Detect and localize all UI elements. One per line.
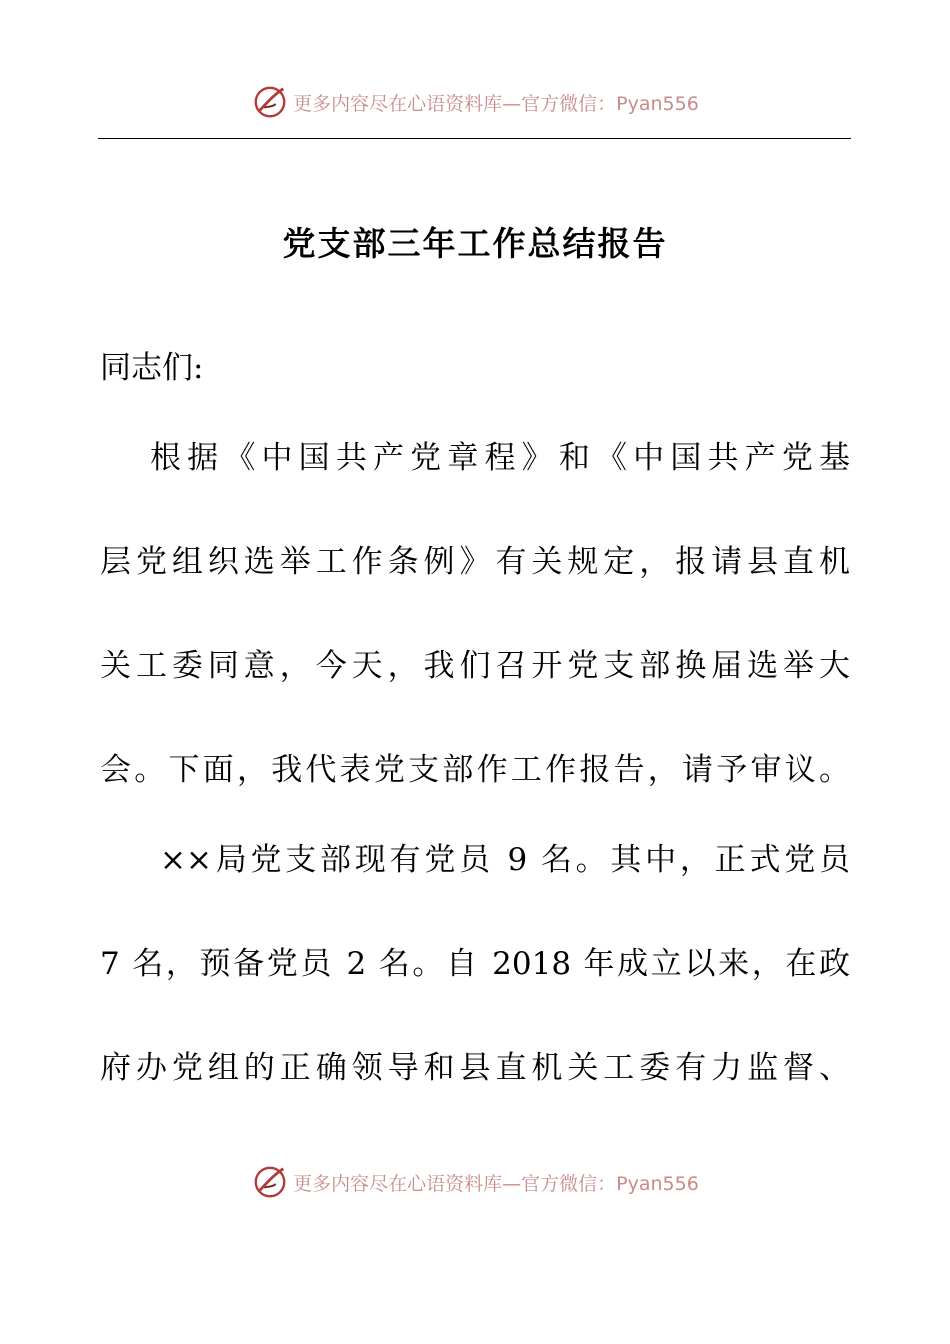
salutation: 同志们: xyxy=(100,350,204,386)
body-line: 会。下面，我代表党支部作工作报告，请予审议。 xyxy=(100,752,850,788)
body-line: ××局党支部现有党员 9 名。其中，正式党员 xyxy=(160,842,850,878)
header-divider xyxy=(98,138,851,139)
body-line: 层党组织选举工作条例》有关规定，报请县直机 xyxy=(100,544,850,580)
footer-banner xyxy=(0,1160,950,1204)
header-banner xyxy=(0,80,950,124)
watermark-logo-icon xyxy=(251,1163,289,1201)
body-line: 府办党组的正确领导和县直机关工委有力监督、 xyxy=(100,1050,850,1086)
footer-banner-text: 更多内容尽在心语资料库—官方微信：Pyan556 xyxy=(293,1172,699,1195)
body-line: 7 名，预备党员 2 名。自 2018 年成立以来，在政 xyxy=(100,946,850,982)
body-line: 关工委同意，今天，我们召开党支部换届选举大 xyxy=(100,648,850,684)
document-title: 党支部三年工作总结报告 xyxy=(282,224,668,263)
body-line: 根据《中国共产党章程》和《中国共产党基 xyxy=(150,440,850,476)
watermark-logo-icon xyxy=(251,83,289,121)
header-banner-text: 更多内容尽在心语资料库—官方微信：Pyan556 xyxy=(293,92,699,115)
